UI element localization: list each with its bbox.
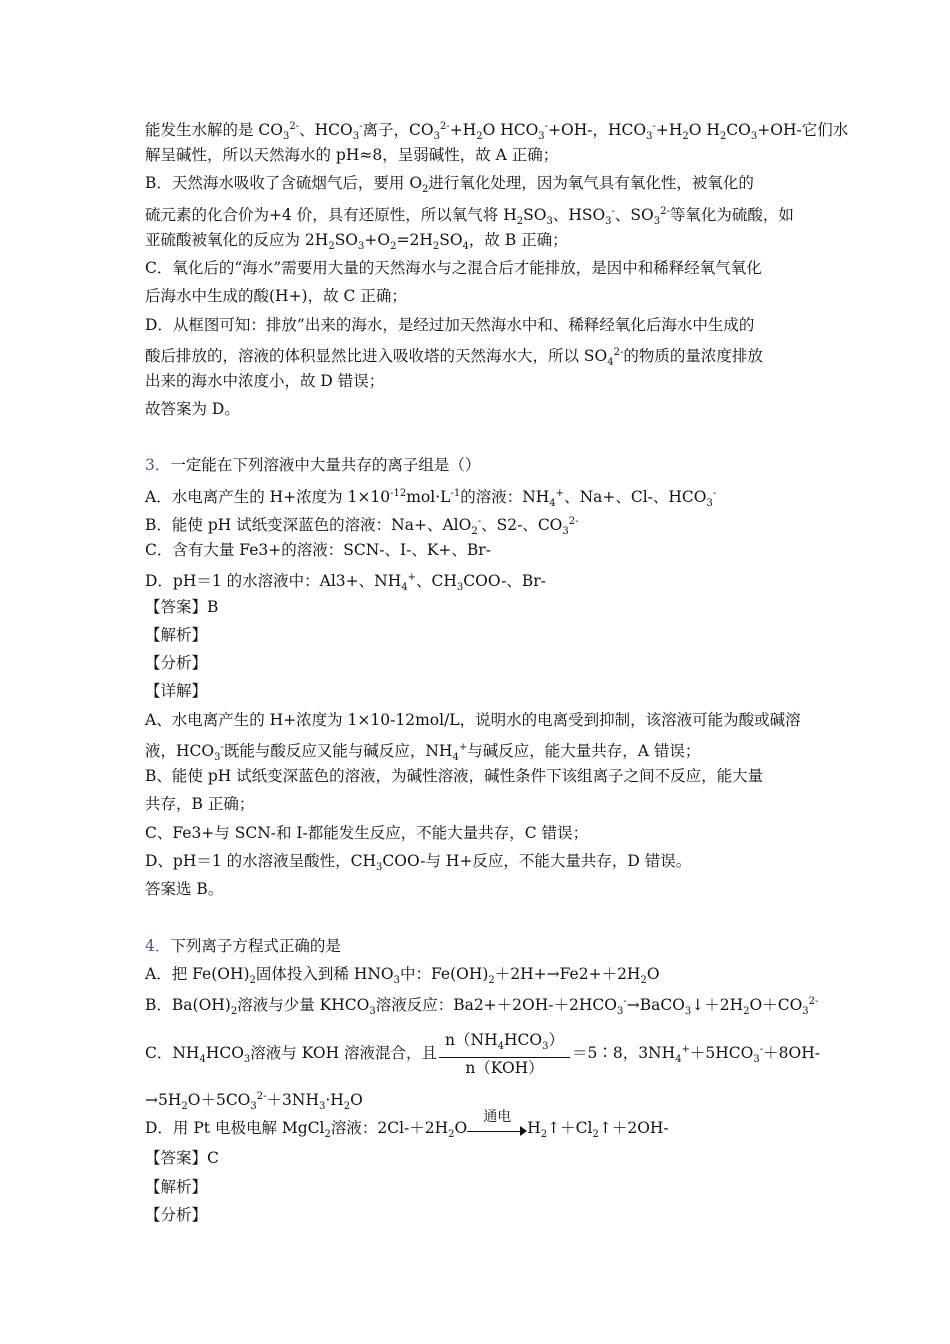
intro-line-2: 解呈碱性，所以天然海水的 pH≈8，呈弱碱性，故 A 正确； <box>145 146 559 164</box>
arrow-condition-label: 通电 <box>483 1109 512 1125</box>
q3-option-b: B．能使 pH 试纸变深蓝色的溶液：Na+、AlO$_2$-、S2-、$CO_3^{2-}$ <box>145 516 579 537</box>
intro-line-3: B．天然海水吸收了含硫烟气后，要用 $O_2$进行氧化处理，因为氧气具有氧化性，被氧化的 <box>145 174 754 195</box>
intro-line-10: 出来的海水中浓度小，故 D 错误； <box>145 372 385 390</box>
q3-option-d: D．pH＝1 的水溶液中：Al3+、$NH_4^+$、$CH_3COO-$、Br- <box>145 572 546 593</box>
q3-detail-line-4: 共存，B 正确； <box>145 795 255 813</box>
q4-jiexi-heading: 【解析】 <box>145 1178 208 1196</box>
q3-answer: 【答案】B <box>145 598 219 616</box>
q3-fenxi-heading: 【分析】 <box>145 654 208 672</box>
q4-option-a: A．把 $Fe(OH)_2$固体投入到稀 $HNO_3$中：$Fe(OH)_2+2H+\to Fe2++2H_2O$ <box>145 965 660 986</box>
q3-detail-line-1: A、水电离产生的 H+浓度为 1×10-12mol/L，说明水的电离受到抑制，该溶液可能为酸或碱溶 <box>145 711 801 729</box>
q3-option-c: C．含有大量 Fe3+的溶液：SCN-、I-、K+、Br- <box>145 541 491 559</box>
q4-option-d: D．用 Pt 电极电解 MgCl$_2$溶液：$2Cl-+2H_2O$ 通电 $H_2↑+Cl_2↑+2OH-$ <box>145 1109 669 1140</box>
fraction-denominator: n（KOH） <box>465 1059 544 1077</box>
intro-line-5: 亚硫酸被氧化的反应为 $2H_2SO_3+O_2=2H_2SO_4$，故 B 正确； <box>145 231 568 252</box>
intro-line-7: 后海水中生成的酸(H+)，故 C 正确； <box>145 287 407 305</box>
fraction-numerator: $n(NH_4HCO_3)$ <box>439 1030 570 1058</box>
electrolysis-arrow <box>467 1109 527 1139</box>
intro-line-1: 能发生水解的是 $CO_3^{2-}$、$HCO_3^-$离子，$CO_3^{2-}+H_2O$ $HCO_3^-+OH-$，$HCO_3^-+H_2O$ $H_2CO_3+OH-$它们水 <box>145 121 849 142</box>
q4-option-b: B．$Ba(OH)_2$溶液与少量 $KHCO_3$溶液反应：$Ba2++2OH-+2HCO_3^-\to BaCO_3↓+2H_2O+CO_3^{2-}$ <box>145 996 819 1017</box>
intro-line-6: C．氧化后的“海水”需要用大量的天然海水与之混合后才能排放，是因中和稀释经氧气氧化 <box>145 259 762 277</box>
q3-xiangjie-heading: 【详解】 <box>145 682 208 700</box>
q4-answer: 【答案】C <box>145 1149 219 1167</box>
q3-detail-line-5: C、Fe3+与 SCN-和 I-都能发生反应，不能大量共存，C 错误； <box>145 824 589 842</box>
question-number: 3． <box>145 456 171 474</box>
q3-detail-line-7: 答案选 B。 <box>145 880 224 898</box>
arrow-head-icon <box>520 1126 527 1136</box>
question-number: 4． <box>145 937 171 955</box>
intro-line-8: D．从框图可知：排放”出来的海水，是经过加天然海水中和、稀释经氧化后海水中生成的 <box>145 316 755 334</box>
question-3-stem: 3．一定能在下列溶液中大量共存的离子组是（） <box>145 456 481 474</box>
q4-option-c-continued: $\to 5H_2O+5CO_3^{2-}+3NH_3\cdot H_2O$ <box>145 1091 363 1112</box>
intro-line-9: 酸后排放的，溶液的体积显然比进入吸收塔的天然海水大，所以 $SO_4^{2-}$的物质的量浓度排放 <box>145 347 763 368</box>
q4-option-c: C．$NH_4HCO_3$溶液与 KOH 溶液混合，且 $\frac{n(NH_4HCO_3)}{\text{n（KOH）}}$ ＝5∶8，$3NH_4^++5HCO_3^-+8OH-$ <box>145 1031 820 1077</box>
question-4-stem: 4．下列离子方程式正确的是 <box>145 937 341 955</box>
ratio-fraction <box>439 1030 570 1078</box>
q3-jiexi-heading: 【解析】 <box>145 626 208 644</box>
q3-detail-line-6: D、pH＝1 的水溶液呈酸性，$CH_3COO-$与 H+反应，不能大量共存，D 错误。 <box>145 852 692 873</box>
q3-option-a: A．水电离产生的 H+浓度为 $1\times 10^{-12}mol\cdot L^{-1}$的溶液：$NH_4^+$、Na+、Cl-、$HCO_3^-$ <box>145 488 717 509</box>
q3-detail-line-3: B、能使 pH 试纸变深蓝色的溶液，为碱性溶液，碱性条件下该组离子之间不反应，能大量 <box>145 767 764 785</box>
intro-line-11: 故答案为 D。 <box>145 400 240 418</box>
q4-fenxi-heading: 【分析】 <box>145 1206 208 1224</box>
q3-detail-line-2: 液，$HCO_3^-$既能与酸反应又能与碱反应，$NH_4^+$与碱反应，能大量共存，A 错误； <box>145 742 701 763</box>
intro-line-4: 硫元素的化合价为+4 价，具有还原性，所以氧气将 $H_2SO_3$、$HSO_3^-$、$SO_3^{2-}$等氧化为硫酸，如 <box>145 206 794 227</box>
